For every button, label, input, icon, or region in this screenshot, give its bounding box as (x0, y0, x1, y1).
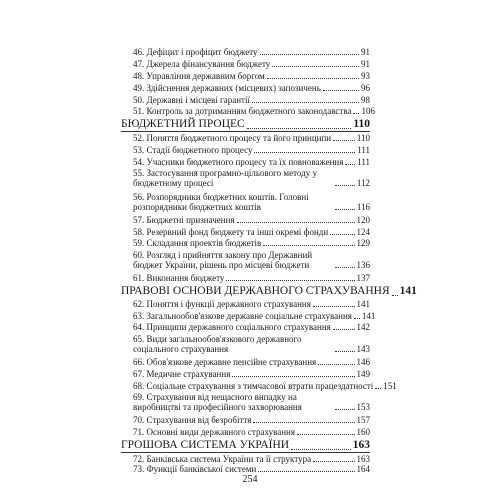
toc-entry: 60. Розгляд і прийняття закону про Державний бюджет України, рішень про місцеві бюджети 136 (133, 250, 370, 270)
section-divider (121, 452, 370, 453)
toc-entry: 61. Виконання бюджету 137 (133, 273, 370, 283)
toc-entry: 57. Бюджетні призначення 120 (133, 215, 370, 225)
toc-entry: 66. Обов'язкове державне пенсійне страхування 146 (133, 357, 370, 367)
toc-entry: 59. Складання проектів бюджетів 129 (133, 238, 370, 248)
toc-section-heading: ПРАВОВІ ОСНОВИ ДЕРЖАВНОГО СТРАХУВАННЯ 141 (121, 285, 417, 297)
toc-entry: 58. Резервний фонд бюджету та інші окремі фонди 124 (133, 227, 370, 237)
toc-entry: 63. Загальнообов'язкове державне соціальне страхування 141 (133, 311, 376, 321)
toc-entry: 69. Страхування від нещасного випадку на виробництві та професійного захворювання 153 (133, 392, 370, 412)
toc-entry: 47. Джерела фінансування бюджету 91 (133, 59, 370, 69)
toc-entry: 68. Соціальне страхування з тимчасової втрати працездатності 151 (133, 381, 397, 391)
toc-entry: 67. Медичне страхування 149 (133, 369, 370, 379)
toc-entry: 62. Поняття і функції державного страхування 141 (133, 299, 370, 309)
toc-entry: 48. Управління державним боргом 93 (133, 71, 370, 81)
toc-entry: 55. Застосування програмно-цільового методу у бюджетному процесі 112 (133, 168, 370, 188)
toc-entry: 54. Учасники бюджетного процесу та їх повноваження 111 (133, 157, 370, 167)
toc-entry: 46. Дефіцит і профіцит бюджету 91 (133, 47, 370, 57)
toc-entry: 49. Здійснення державних (місцевих) запозичень 96 (133, 83, 370, 93)
toc-entry: 51. Контроль за дотриманням бюджетного законодавства 106 (133, 106, 375, 116)
toc-entry: 71. Основні види державного страхування 160 (133, 427, 370, 437)
toc-entry: 56. Розпорядники бюджетних коштів. Головні розпорядники бюджетних коштів 116 (133, 192, 370, 212)
toc-entry: 53. Стадії бюджетного процесу 111 (133, 145, 370, 155)
toc-entry: 70. Страхування від безробіття 157 (133, 415, 370, 425)
toc-entry: 73. Функції банківської системи 164 (133, 464, 370, 474)
toc-entry: 50. Державні і місцеві гарантії 98 (133, 95, 370, 105)
toc-section-heading: ГРОШОВА СИСТЕМА УКРАЇНИ 163 (121, 439, 370, 451)
toc-entry: 64. Принципи державного соціального страхування 142 (133, 322, 370, 332)
toc-entry: 72. Банківська система України та її структура 163 (133, 454, 370, 464)
toc-entry: 65. Види загальнообов'язкового державного соціального страхування 143 (133, 334, 370, 354)
page-number: 254 (242, 474, 258, 485)
section-divider (121, 131, 370, 132)
toc-section-heading: БЮДЖЕТНИЙ ПРОЦЕС 110 (121, 118, 370, 130)
toc-entry: 52. Поняття бюджетного процесу та його принципи 110 (133, 133, 370, 143)
